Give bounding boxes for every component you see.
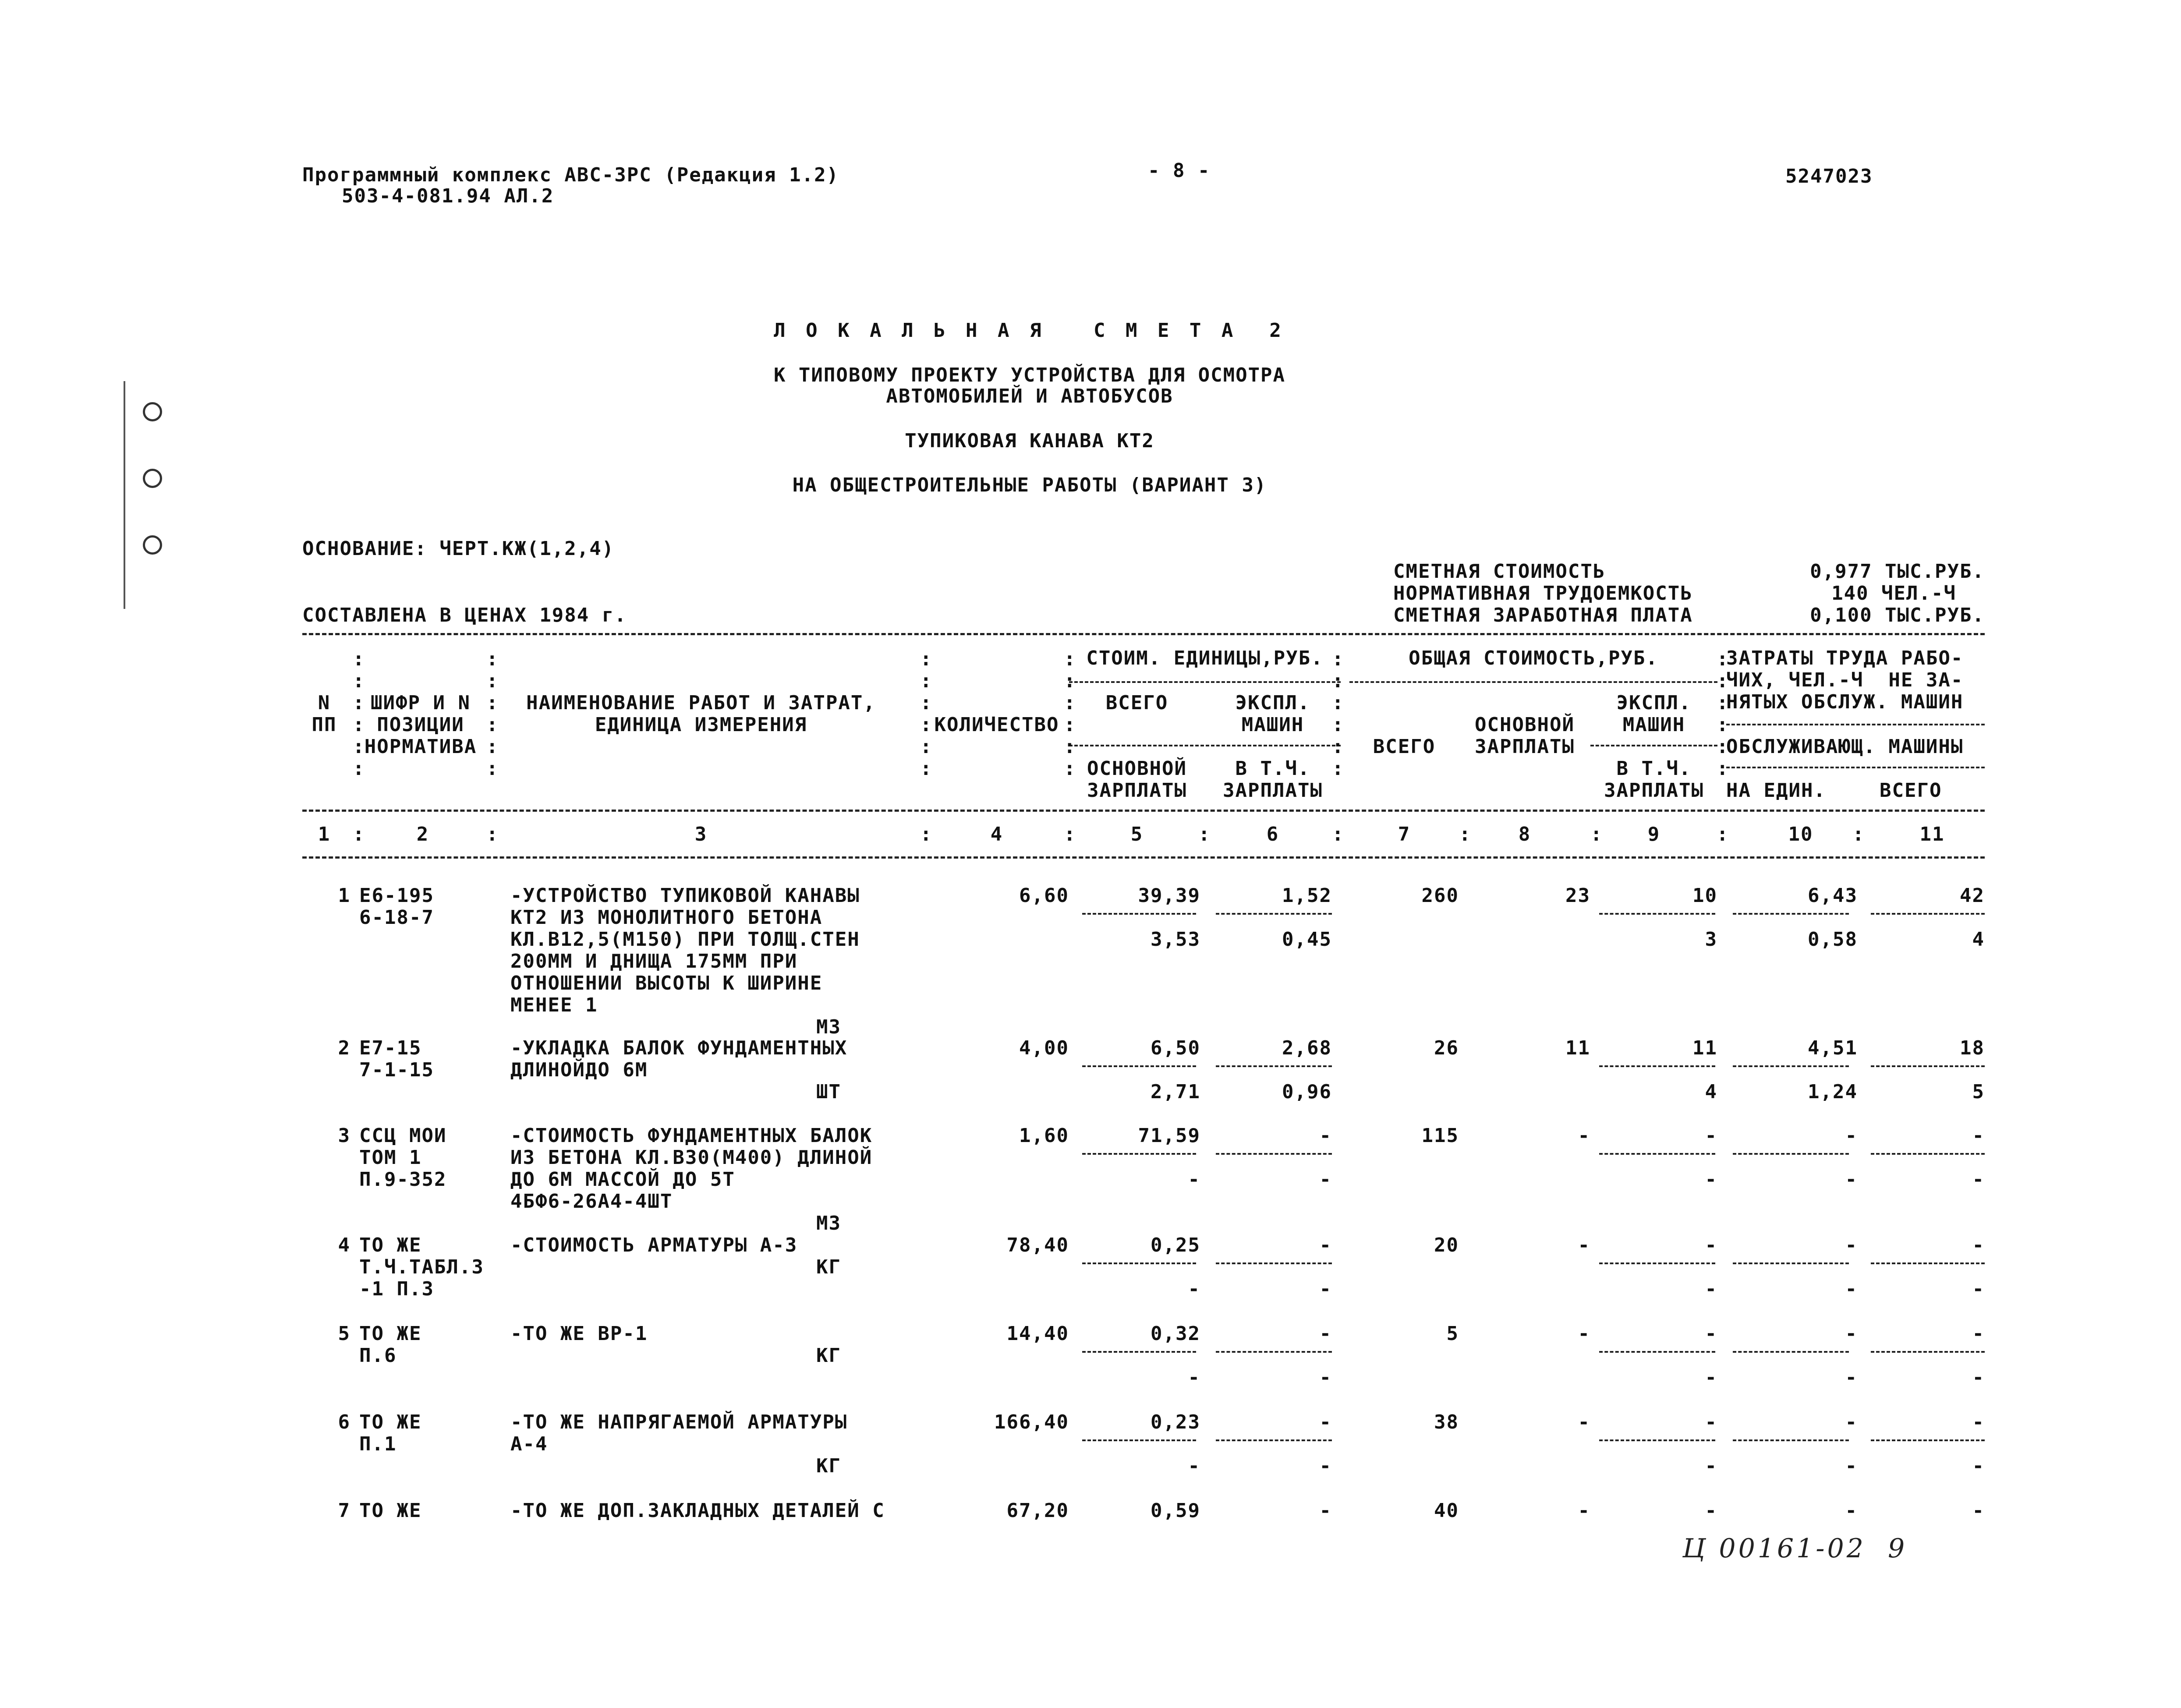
cell-c9-wage: - xyxy=(1705,1455,1717,1477)
header-labor-machines: ОБСЛУЖИВАЮЩ. МАШИНЫ xyxy=(1726,736,1964,758)
header-unit-machines: ЭКСПЛ. МАШИН xyxy=(1235,692,1310,736)
row-number: 1 xyxy=(338,884,351,907)
col-separator: : xyxy=(1332,823,1345,845)
cell-divider-rule xyxy=(1871,1351,1985,1353)
cell-c11: - xyxy=(1972,1323,1985,1345)
row-code: Е7-15 7-1-15 xyxy=(359,1037,434,1081)
header-rule xyxy=(1069,745,1341,746)
cell-c5: 39,39 xyxy=(1138,884,1200,907)
column-number: 5 xyxy=(1130,823,1144,845)
cell-c10: - xyxy=(1845,1323,1858,1345)
cell-c11: 42 xyxy=(1960,884,1985,907)
row-number: 3 xyxy=(338,1125,351,1147)
cell-c6: 1,52 xyxy=(1282,884,1332,907)
table-rule-header-bottom xyxy=(302,810,1985,812)
cell-c7: 40 xyxy=(1434,1499,1459,1522)
cell-c5-wage: - xyxy=(1188,1168,1200,1191)
col-separator: : xyxy=(1198,823,1211,845)
cell-divider-rule xyxy=(1599,1439,1715,1441)
header-col-n: N ПП xyxy=(312,692,337,736)
row-unit: ШТ xyxy=(816,1081,841,1103)
cell-c7: 20 xyxy=(1434,1234,1459,1256)
cell-c6-wage: - xyxy=(1319,1278,1332,1300)
header-rule xyxy=(1069,681,1341,683)
cell-divider-rule xyxy=(1082,1262,1196,1264)
cell-divider-rule xyxy=(1216,1351,1332,1353)
col-separator: : : : : : : xyxy=(1717,648,1729,780)
cell-c10: 4,51 xyxy=(1808,1037,1858,1059)
row-unit: М3 xyxy=(816,1016,841,1038)
col-separator: : xyxy=(353,823,365,845)
cell-c11-wage: - xyxy=(1972,1455,1985,1477)
col-separator: : xyxy=(920,823,933,845)
cell-c6-wage: - xyxy=(1319,1168,1332,1191)
cell-qty: 67,20 xyxy=(1006,1499,1069,1522)
cell-c11-wage: - xyxy=(1972,1366,1985,1389)
cell-c11-wage: 4 xyxy=(1972,928,1985,951)
cell-c9: - xyxy=(1705,1411,1717,1433)
cell-c6: - xyxy=(1319,1323,1332,1345)
cell-c5: 0,25 xyxy=(1151,1234,1200,1256)
document-title: Л О К А Л Ь Н А Я С М Е Т А 2 xyxy=(774,319,1285,342)
cell-qty: 78,40 xyxy=(1006,1234,1069,1256)
row-code: ТО ЖЕ xyxy=(359,1499,422,1522)
title-line-3: ТУПИКОВАЯ КАНАВА КТ2 xyxy=(905,430,1154,452)
header-total-cost: ОБЩАЯ СТОИМОСТЬ,РУБ. xyxy=(1409,647,1658,669)
cell-divider-rule xyxy=(1082,1153,1196,1155)
cell-c11: 18 xyxy=(1960,1037,1985,1059)
cell-c6: - xyxy=(1319,1499,1332,1522)
col-separator: : : : : : : xyxy=(486,648,499,780)
cell-c6: - xyxy=(1319,1411,1332,1433)
cell-c7: 260 xyxy=(1421,884,1459,907)
cell-c8: 23 xyxy=(1565,884,1590,907)
cell-c5-wage: - xyxy=(1188,1366,1200,1389)
cell-c11: - xyxy=(1972,1234,1985,1256)
cell-c5: 0,32 xyxy=(1151,1323,1200,1345)
cell-divider-rule xyxy=(1599,1153,1715,1155)
binder-margin-line xyxy=(124,381,125,609)
cell-c9: - xyxy=(1705,1125,1717,1147)
cell-c9: 10 xyxy=(1692,884,1717,907)
cell-c10-wage: - xyxy=(1845,1455,1858,1477)
row-number: 7 xyxy=(338,1499,351,1522)
row-number: 4 xyxy=(338,1234,351,1256)
cell-c10: - xyxy=(1845,1499,1858,1522)
cell-c10: - xyxy=(1845,1411,1858,1433)
col-separator: : : : : : : xyxy=(1064,648,1076,780)
cell-divider-rule xyxy=(1733,1351,1849,1353)
header-unit-total: ВСЕГО xyxy=(1105,692,1168,714)
cell-c11: - xyxy=(1972,1125,1985,1147)
cell-divider-rule xyxy=(1216,1065,1332,1067)
column-number: 10 xyxy=(1788,823,1813,845)
prices-line: СОСТАВЛЕНА В ЦЕНАХ 1984 г. xyxy=(302,604,627,626)
summary-value-labor: 140 ЧЕЛ.-Ч xyxy=(1831,582,1956,605)
row-number: 5 xyxy=(338,1323,351,1345)
cell-c5-wage: - xyxy=(1188,1278,1200,1300)
cell-c6: 2,68 xyxy=(1282,1037,1332,1059)
row-name: -ТО ЖЕ НАПРЯГАЕМОЙ АРМАТУРЫ А-4 xyxy=(510,1411,848,1455)
cell-divider-rule xyxy=(1871,913,1985,915)
column-number: 6 xyxy=(1266,823,1279,845)
cell-divider-rule xyxy=(1871,1439,1985,1441)
page-number: - 8 - xyxy=(1148,159,1211,182)
header-total-incl-wage: В Т.Ч. ЗАРПЛАТЫ xyxy=(1604,757,1704,802)
cell-c11: - xyxy=(1972,1499,1985,1522)
header-labor-unit: НА ЕДИН. xyxy=(1726,779,1826,802)
cell-c10: 6,43 xyxy=(1808,884,1858,907)
cell-divider-rule xyxy=(1733,1153,1849,1155)
summary-value-wage: 0,100 ТЫС.РУБ. xyxy=(1810,604,1985,626)
table-rule-numbers-bottom xyxy=(302,856,1985,859)
table-rule-top xyxy=(302,633,1985,635)
column-number: 8 xyxy=(1518,823,1531,845)
cell-divider-rule xyxy=(1082,1351,1196,1353)
handwritten-inventory-number: Ц 00161-02 9 xyxy=(1682,1533,1908,1564)
row-name: -УСТРОЙСТВО ТУПИКОВОЙ КАНАВЫ КТ2 ИЗ МОНОЛИТНОГО БЕТОНА КЛ.В12,5(М150) ПРИ ТОЛЩ.СТЕН 200ММ И ДНИЩА 175ММ ПРИ ОТНОШЕНИИ ВЫСОТЫ К ШИРИНЕ МЕНЕЕ 1 xyxy=(510,884,860,1016)
header-rule xyxy=(1349,681,1717,683)
column-number: 4 xyxy=(990,823,1003,845)
column-number: 3 xyxy=(694,823,708,845)
cell-c6-wage: - xyxy=(1319,1455,1332,1477)
cell-c10-wage: - xyxy=(1845,1168,1858,1191)
basis-line: ОСНОВАНИЕ: ЧЕРТ.КЖ(1,2,4) xyxy=(302,538,615,560)
cell-c7: 115 xyxy=(1421,1125,1459,1147)
col-separator: : xyxy=(486,823,499,845)
cell-c7: 26 xyxy=(1434,1037,1459,1059)
cell-divider-rule xyxy=(1082,913,1196,915)
cell-c5-wage: - xyxy=(1188,1455,1200,1477)
header-total-basic-wage: ОСНОВНОЙ ЗАРПЛАТЫ xyxy=(1475,714,1575,758)
cell-qty: 14,40 xyxy=(1006,1323,1069,1345)
cell-c6: - xyxy=(1319,1125,1332,1147)
row-unit: КГ xyxy=(816,1256,841,1278)
summary-label-cost: СМЕТНАЯ СТОИМОСТЬ xyxy=(1393,560,1606,583)
cell-c11: - xyxy=(1972,1411,1985,1433)
punch-hole-mark xyxy=(143,535,162,555)
cell-c9-wage: - xyxy=(1705,1168,1717,1191)
header-rule xyxy=(1590,745,1717,746)
cell-divider-rule xyxy=(1216,913,1332,915)
cell-c9-wage: 4 xyxy=(1705,1081,1717,1103)
cell-c9: - xyxy=(1705,1499,1717,1522)
cell-c9-wage: - xyxy=(1705,1366,1717,1389)
col-separator: : xyxy=(1852,823,1865,845)
summary-label-wage: СМЕТНАЯ ЗАРАБОТНАЯ ПЛАТА xyxy=(1393,604,1693,626)
col-separator: : xyxy=(1459,823,1472,845)
header-unit-basic-wage: ОСНОВНОЙ ЗАРПЛАТЫ xyxy=(1087,757,1187,802)
row-unit: КГ xyxy=(816,1344,841,1367)
column-number: 7 xyxy=(1398,823,1411,845)
cell-divider-rule xyxy=(1871,1262,1985,1264)
cell-qty: 166,40 xyxy=(994,1411,1069,1433)
cell-divider-rule xyxy=(1733,1262,1849,1264)
header-col-name: НАИМЕНОВАНИЕ РАБОТ И ЗАТРАТ, ЕДИНИЦА ИЗМЕРЕНИЯ xyxy=(526,692,876,736)
row-name: -СТОИМОСТЬ АРМАТУРЫ А-3 xyxy=(510,1234,798,1256)
col-separator: : : : : : : xyxy=(920,648,933,780)
cell-c10: - xyxy=(1845,1234,1858,1256)
software-name: Программный комплекс АВС-3РС (Редакция 1.2) xyxy=(302,164,839,186)
row-unit: КГ xyxy=(816,1455,841,1477)
header-total-all: ВСЕГО xyxy=(1373,736,1436,758)
col-separator: : xyxy=(1064,823,1076,845)
column-number: 2 xyxy=(416,823,429,845)
cell-qty: 4,00 xyxy=(1019,1037,1069,1059)
cell-c9: - xyxy=(1705,1323,1717,1345)
row-name: -ТО ЖЕ ВР-1 xyxy=(510,1323,648,1345)
col-separator: : xyxy=(1590,823,1603,845)
cell-c9: 11 xyxy=(1692,1037,1717,1059)
cell-c6-wage: 0,45 xyxy=(1282,928,1332,951)
cell-c6: - xyxy=(1319,1234,1332,1256)
cell-divider-rule xyxy=(1733,1439,1849,1441)
row-code: ТО ЖЕ Т.Ч.ТАБЛ.3 -1 П.3 xyxy=(359,1234,484,1300)
cell-c8: - xyxy=(1578,1125,1590,1147)
column-number: 1 xyxy=(318,823,331,845)
cell-divider-rule xyxy=(1871,1153,1985,1155)
punch-hole-mark xyxy=(143,469,162,488)
title-line-4: НА ОБЩЕСТРОИТЕЛЬНЫЕ РАБОТЫ (ВАРИАНТ 3) xyxy=(792,474,1267,496)
cell-c5: 71,59 xyxy=(1138,1125,1200,1147)
cell-c8: - xyxy=(1578,1234,1590,1256)
cell-c7: 38 xyxy=(1434,1411,1459,1433)
row-code: Е6-195 6-18-7 xyxy=(359,884,434,929)
cell-divider-rule xyxy=(1599,1065,1715,1067)
cell-c5-wage: 3,53 xyxy=(1151,928,1200,951)
summary-label-labor: НОРМАТИВНАЯ ТРУДОЕМКОСТЬ xyxy=(1393,582,1693,605)
header-rule xyxy=(1726,724,1985,725)
cell-c5-wage: 2,71 xyxy=(1151,1081,1200,1103)
cell-divider-rule xyxy=(1871,1065,1985,1067)
header-col-code: ШИФР И N ПОЗИЦИИ НОРМАТИВА xyxy=(364,692,477,758)
cell-c11-wage: 5 xyxy=(1972,1081,1985,1103)
header-col-qty: КОЛИЧЕСТВО xyxy=(934,714,1059,736)
header-labor: ЗАТРАТЫ ТРУДА РАБО- ЧИХ, ЧЕЛ.-Ч НЕ ЗА- НЯТЫХ ОБСЛУЖ. МАШИН xyxy=(1726,647,1964,713)
cell-c9: - xyxy=(1705,1234,1717,1256)
row-name: -СТОИМОСТЬ ФУНДАМЕНТНЫХ БАЛОК ИЗ БЕТОНА КЛ.В30(М400) ДЛИНОЙ ДО 6М МАССОЙ ДО 5Т 4БФ6-26А4-4ШТ xyxy=(510,1125,873,1213)
cell-c10-wage: 1,24 xyxy=(1808,1081,1858,1103)
cell-c8: 11 xyxy=(1565,1037,1590,1059)
summary-value-cost: 0,977 ТЫС.РУБ. xyxy=(1810,560,1985,583)
cell-divider-rule xyxy=(1733,913,1849,915)
cell-c5: 6,50 xyxy=(1151,1037,1200,1059)
cell-c10: - xyxy=(1845,1125,1858,1147)
cell-c10-wage: 0,58 xyxy=(1808,928,1858,951)
row-name: -ТО ЖЕ ДОП.ЗАКЛАДНЫХ ДЕТАЛЕЙ С xyxy=(510,1499,885,1522)
cell-divider-rule xyxy=(1599,1262,1715,1264)
row-number: 6 xyxy=(338,1411,351,1433)
cell-c8: - xyxy=(1578,1411,1590,1433)
cell-divider-rule xyxy=(1216,1153,1332,1155)
punch-hole-mark xyxy=(143,402,162,421)
title-line-1: К ТИПОВОМУ ПРОЕКТУ УСТРОЙСТВА ДЛЯ ОСМОТРА xyxy=(773,364,1286,386)
header-total-machines: ЭКСПЛ. МАШИН xyxy=(1616,692,1692,736)
header-labor-total: ВСЕГО xyxy=(1880,779,1942,802)
cell-c10-wage: - xyxy=(1845,1278,1858,1300)
row-number: 2 xyxy=(338,1037,351,1059)
row-code: ТО ЖЕ П.1 xyxy=(359,1411,422,1455)
cell-divider-rule xyxy=(1216,1439,1332,1441)
cell-divider-rule xyxy=(1599,913,1715,915)
cell-divider-rule xyxy=(1733,1065,1849,1067)
cell-c11-wage: - xyxy=(1972,1168,1985,1191)
row-unit: М3 xyxy=(816,1212,841,1234)
cell-divider-rule xyxy=(1082,1065,1196,1067)
cell-qty: 1,60 xyxy=(1019,1125,1069,1147)
cell-divider-rule xyxy=(1082,1439,1196,1441)
title-line-2: АВТОМОБИЛЕЙ И АВТОБУСОВ xyxy=(886,385,1173,407)
header-unit-incl-wage: В Т.Ч. ЗАРПЛАТЫ xyxy=(1223,757,1323,802)
cell-c8: - xyxy=(1578,1323,1590,1345)
col-separator: : : : : : : xyxy=(1332,648,1345,780)
header-rule xyxy=(1726,767,1985,768)
col-separator: : : : : : : xyxy=(353,648,365,780)
cell-divider-rule xyxy=(1599,1351,1715,1353)
column-number: 11 xyxy=(1919,823,1945,845)
cell-c8: - xyxy=(1578,1499,1590,1522)
cell-c10-wage: - xyxy=(1845,1366,1858,1389)
cell-c5: 0,59 xyxy=(1151,1499,1200,1522)
row-code: ССЦ МОИ ТОМ 1 П.9-352 xyxy=(359,1125,447,1191)
cell-qty: 6,60 xyxy=(1019,884,1069,907)
document-number: 5247023 xyxy=(1785,165,1873,187)
row-name: -УКЛАДКА БАЛОК ФУНДАМЕНТНЫХ ДЛИНОЙДО 6М xyxy=(510,1037,848,1081)
row-code: ТО ЖЕ П.6 xyxy=(359,1323,422,1367)
cell-c6-wage: 0,96 xyxy=(1282,1081,1332,1103)
cell-c6-wage: - xyxy=(1319,1366,1332,1389)
cell-c9-wage: - xyxy=(1705,1278,1717,1300)
col-separator: : xyxy=(1717,823,1729,845)
cell-divider-rule xyxy=(1216,1262,1332,1264)
cell-c11-wage: - xyxy=(1972,1278,1985,1300)
cell-c7: 5 xyxy=(1446,1323,1459,1345)
project-code: 503-4-081.94 АЛ.2 xyxy=(342,185,554,207)
header-unit-cost: СТОИМ. ЕДИНИЦЫ,РУБ. xyxy=(1086,647,1324,669)
cell-c9-wage: 3 xyxy=(1705,928,1717,951)
column-number: 9 xyxy=(1647,823,1661,845)
cell-c5: 0,23 xyxy=(1151,1411,1200,1433)
